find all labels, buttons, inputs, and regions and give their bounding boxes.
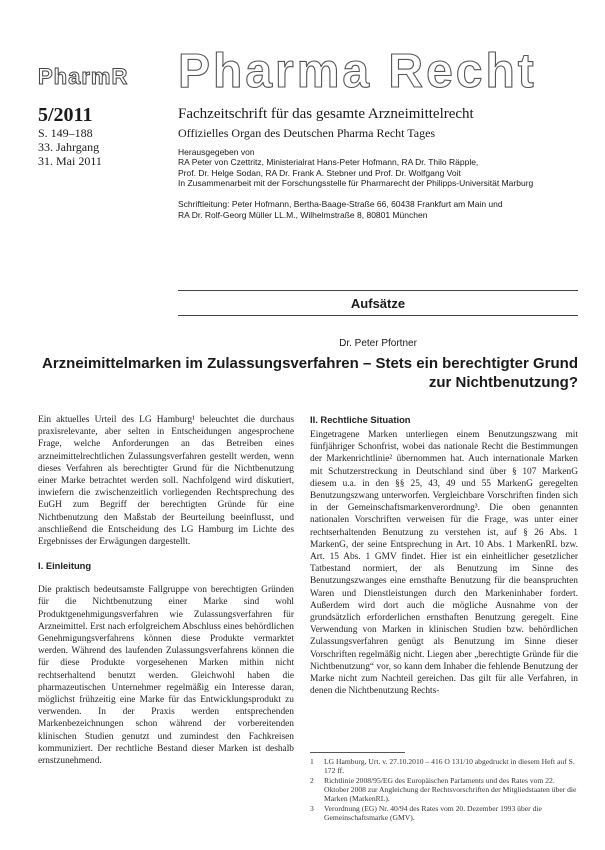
article-title-line: zur Nichtbenutzung?	[428, 374, 578, 391]
left-column	[38, 414, 294, 767]
section-rechtliche-text: Eingetragene Marken unterliegen einem Benutzungszwang mit fünfjähriger Schonfrist, wobei das nationale Recht die Bestimmungen der Markenrichtlinie² übernommen hat. Auch internationale Marken mit Schutzerstreckung in Deutschland sind über § 107 MarkenG diesem u.a. in den §§ 25, 43, 49 und 55 MarkenG geregelten Benutzungszwang unterworfen. Vergleichbare Vorschriften finden sich in der Gemeinschaftsmarkenverordnung³. Die oben genannten nationalen Vorschriften verweisen für die Frage, was unter einer rechtserhaltenden Benutzung zu verstehen ist, auf § 26 Abs. 1 MarkenG, der seine Entsprechung in Art. 10 Abs. 1 MarkenRL bzw. Art. 15 Abs. 1 GMV findet. Hier ist ein einheitlicher gesetzlicher Tatbestand normiert, der als Benutzung im Sinne des Benutzungszwanges eine ernsthafte Benutzung für die beanspruchten Waren und Dienstleistungen durch den Markeninhaber fordert. Außerdem wird dort auch die mögliche Ausnahme von der grundsätzlich erforderlichen ernsthaften Benutzung geregelt. Eine Verwendung von Marken in klinischen Studien bzw. behördlichen Zulassungsverfahren genügt als Benutzung im Sinne dieser Vorschriften regelmäßig nicht. Liegen aber „berechtigte Gründe für die Nichtbenutzung“ vor, so kann dem Inhaber die fehlende Benutzung der Marke nicht zum Nachteil gereichen. Das gilt für alle Verfahren, in denen die Nichtbenutzung Rechts-	[310, 430, 578, 697]
editors-line: In Zusammenarbeit mit der Forschungsstelle für Pharmarecht der Philipps-Universität Marburg	[178, 178, 534, 188]
editors-line: RA Peter von Czettritz, Ministerialrat Hans-Peter Hofmann, RA Dr. Thilo Räpple,	[178, 157, 479, 167]
footnote	[310, 757, 578, 775]
journal-logo-small: PharmR	[38, 64, 129, 89]
footnotes	[310, 757, 578, 823]
schriftleitung-line: Schriftleitung: Peter Hofmann, Bertha-Baage-Straße 66, 60438 Frankfurt am Main und	[178, 199, 503, 209]
editors-title: Herausgegeben von	[178, 147, 255, 157]
heading-einleitung: I. Einleitung	[38, 560, 92, 572]
footnote-number: 3	[310, 804, 314, 813]
footnote-rule	[310, 752, 405, 753]
journal-organ: Offizielles Organ des Deutschen Pharma Recht Tages	[178, 126, 436, 140]
article-author: Dr. Peter Pfortner	[339, 338, 417, 349]
article-intro: Ein aktuelles Urteil des LG Hamburg¹ beleuchtet die durchaus praxisrelevante, aber selten in Entscheidungen angesprochene Frage, welche Anforderungen an das Betreiben eines arzneimittelrechtlichen Zulassungsverfahren gestellt werden, wenn dieses Verfahren als berechtigter Grund für die Nichtbenutzung einer Marke betrachtet werden soll. Nachfolgend wird diskutiert, inwiefern die zwischenzeitlich vorliegenden Rechtsprechung des EuGH zum Begriff der berechtigten Gründe für eine Nichtbenutzung den Maßstab der Beurteilung beeinflusst, und anschließend die Entscheidung des LG Hamburg im Lichte des Ergebnisses der Erwägungen dargestellt.	[38, 415, 294, 548]
footnote	[310, 776, 578, 803]
footnote-text: Verordnung (EG) Nr. 40/94 des Rates vom 20. Dezember 1993 über die Gemeinschaftsmarke (GMV).	[324, 804, 542, 822]
issue-date: 31. Mai 2011	[38, 154, 102, 168]
section-rule-bottom	[178, 315, 578, 316]
footnote-number: 1	[310, 757, 314, 766]
footnote-text: Richtlinie 2008/95/EG des Europäischen Parlaments und des Rates vom 22. Oktober 2008 zur Angleichung der Rechtsvorschriften der Mitgliedstaaten über die Marken (MarkenRL).	[324, 776, 577, 803]
footnote-number: 2	[310, 776, 314, 785]
volume: 33. Jahrgang	[38, 140, 100, 154]
article-title-line: Arzneimittelmarken im Zulassungsverfahren – Stets ein berechtigter Grund	[42, 355, 578, 372]
section-rule-top	[178, 290, 578, 291]
editors-list	[178, 157, 588, 189]
issue-number: 5/2011	[38, 104, 93, 126]
heading-rechtliche-situation: II. Rechtliche Situation	[310, 414, 411, 425]
footnote-text: LG Hamburg, Urt. v. 27.10.2010 – 416 O 131/10 abgedruckt in diesem Heft auf S. 172 ff.	[324, 757, 575, 775]
journal-logo-title: Pharma Recht	[178, 45, 537, 98]
schriftleitung	[178, 199, 598, 220]
schriftleitung-line: RA Dr. Rolf-Georg Müller LL.M., Wilhelmstraße 8, 80801 München	[178, 209, 428, 220]
article-title	[38, 354, 578, 392]
journal-subtitle: Fachzeitschrift für das gesamte Arzneimittelrecht	[178, 106, 474, 122]
editors-line: Prof. Dr. Helge Sodan, RA Dr. Frank A. Stebner und Prof. Dr. Wolfgang Voit	[178, 167, 461, 178]
footnote	[310, 804, 578, 822]
right-column	[310, 414, 578, 697]
section-einleitung-text: Die praktisch bedeutsamste Fallgruppe von berechtigten Gründen für die Nichtbenutzung einer Marke sind wohl Produktgenehmigungsverfahren wie Zulassungsverfahren für Arzneimittel. Erst nach erfolgreichem Abschluss eines behördlichen Genehmigungsverfahrens können diese Produkte vermarktet werden. Während des laufenden Zulassungsverfahrens können die für diese Produkte vorgesehenen Marken mithin nicht rechtserhaltend benutzt werden. Gleichwohl haben die pharmazeutischen Unternehmer regelmäßig ein Interesse daran, möglichst frühzeitig eine Marke für das Entwicklungsprodukt zu verwenden. In der Praxis werden entsprechenden Markenbezeichnungen schon während der vorbereitenden klinischen Studien genutzt und zumindest den Fachkreisen kommuniziert. Der rechtliche Bestand dieser Marken ist deshalb ernstzunehmend.	[38, 585, 294, 767]
section-title: Aufsätze	[350, 296, 406, 311]
page-range: S. 149–188	[38, 126, 93, 140]
